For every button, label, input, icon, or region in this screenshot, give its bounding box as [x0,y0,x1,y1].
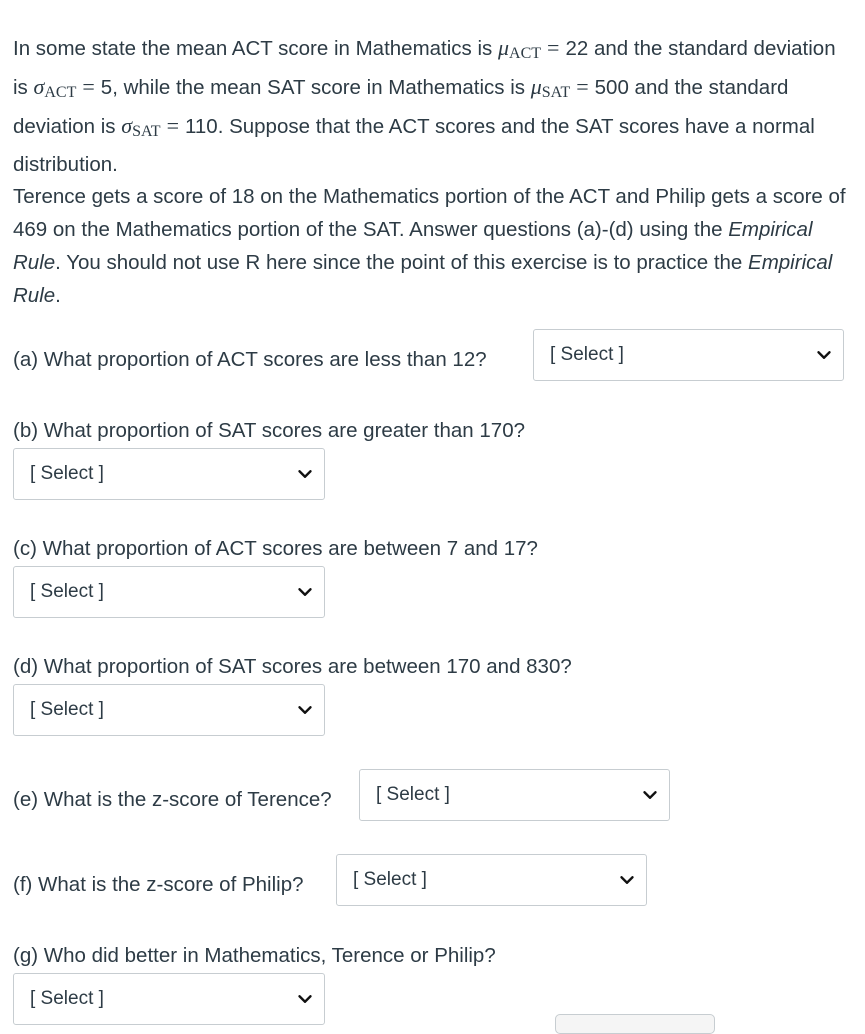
mean-sat-value: 500 [594,76,629,99]
select-placeholder: [ Select ] [550,344,624,365]
question-e-text: (e) What is the z-score of Terence? [13,788,332,811]
scenario-text-2: . You should not use R here since the point of this exercise is to practice the [55,251,749,274]
equals-sign: = [82,74,95,99]
question-d-text: (d) What proportion of SAT scores are between 170 and 830? [13,655,572,678]
scenario-paragraph [13,180,853,312]
equals-sign: = [547,35,560,60]
equals-sign: = [166,113,179,138]
question-a-text: (a) What proportion of ACT scores are less than 12? [13,348,487,371]
sat-subscript: SAT [541,84,571,101]
select-placeholder: [ Select ] [353,869,427,890]
intro-text-5: . Suppose that the ACT scores and the SAT scores have a normal distribution. [13,115,815,176]
question-f-select[interactable] [336,854,647,906]
chevron-down-icon [294,463,316,485]
select-placeholder: [ Select ] [30,988,104,1009]
intro-text-1: In some state the mean ACT score in Mathematics is [13,37,498,60]
select-placeholder: [ Select ] [30,581,104,602]
select-placeholder: [ Select ] [376,784,450,805]
scenario-text-3: . [55,284,61,307]
question-d-select[interactable] [13,684,325,736]
sd-sat-value: 110 [185,115,218,138]
empirical-rule-emphasis: Empirical Rule [13,251,833,307]
select-placeholder: [ Select ] [30,699,104,720]
partial-button[interactable] [555,1014,715,1034]
sigma-symbol: σ [33,74,45,99]
mean-act-value: 22 [565,37,589,60]
intro-text-4: and the standard deviation is [13,76,789,138]
chevron-down-icon [639,784,661,806]
mu-symbol: μ [530,74,542,99]
question-g-select[interactable] [13,973,325,1025]
intro-text-3: , while the mean SAT score in Mathematics is [112,76,531,99]
intro-text-2: and the standard deviation is [13,37,836,99]
question-f-text: (f) What is the z-score of Philip? [13,873,304,896]
sigma-symbol: σ [121,113,133,138]
chevron-down-icon [813,344,835,366]
empirical-rule-emphasis: Empirical Rule [13,218,813,274]
act-subscript: ACT [509,45,542,62]
question-b-select[interactable] [13,448,325,500]
select-placeholder: [ Select ] [30,463,104,484]
act-subscript: ACT [44,84,77,101]
mu-symbol: μ [498,35,510,60]
chevron-down-icon [294,699,316,721]
question-e-select[interactable] [359,769,670,821]
equals-sign: = [576,74,589,99]
sd-act-value: 5 [100,76,113,99]
chevron-down-icon [294,581,316,603]
question-c-text: (c) What proportion of ACT scores are between 7 and 17? [13,537,538,560]
intro-paragraph [13,31,853,181]
chevron-down-icon [616,869,638,891]
chevron-down-icon [294,988,316,1010]
question-a-select[interactable] [533,329,844,381]
sat-subscript: SAT [132,123,161,140]
question-b-text: (b) What proportion of SAT scores are greater than 170? [13,419,526,442]
scenario-text-1: Terence gets a score of 18 on the Mathematics portion of the ACT and Philip gets a score of 469 on the Mathematics portion of the SAT. Answer questions (a)-(d) using the [13,185,846,241]
question-g-text: (g) Who did better in Mathematics, Terence or Philip? [13,944,496,967]
question-c-select[interactable] [13,566,325,618]
